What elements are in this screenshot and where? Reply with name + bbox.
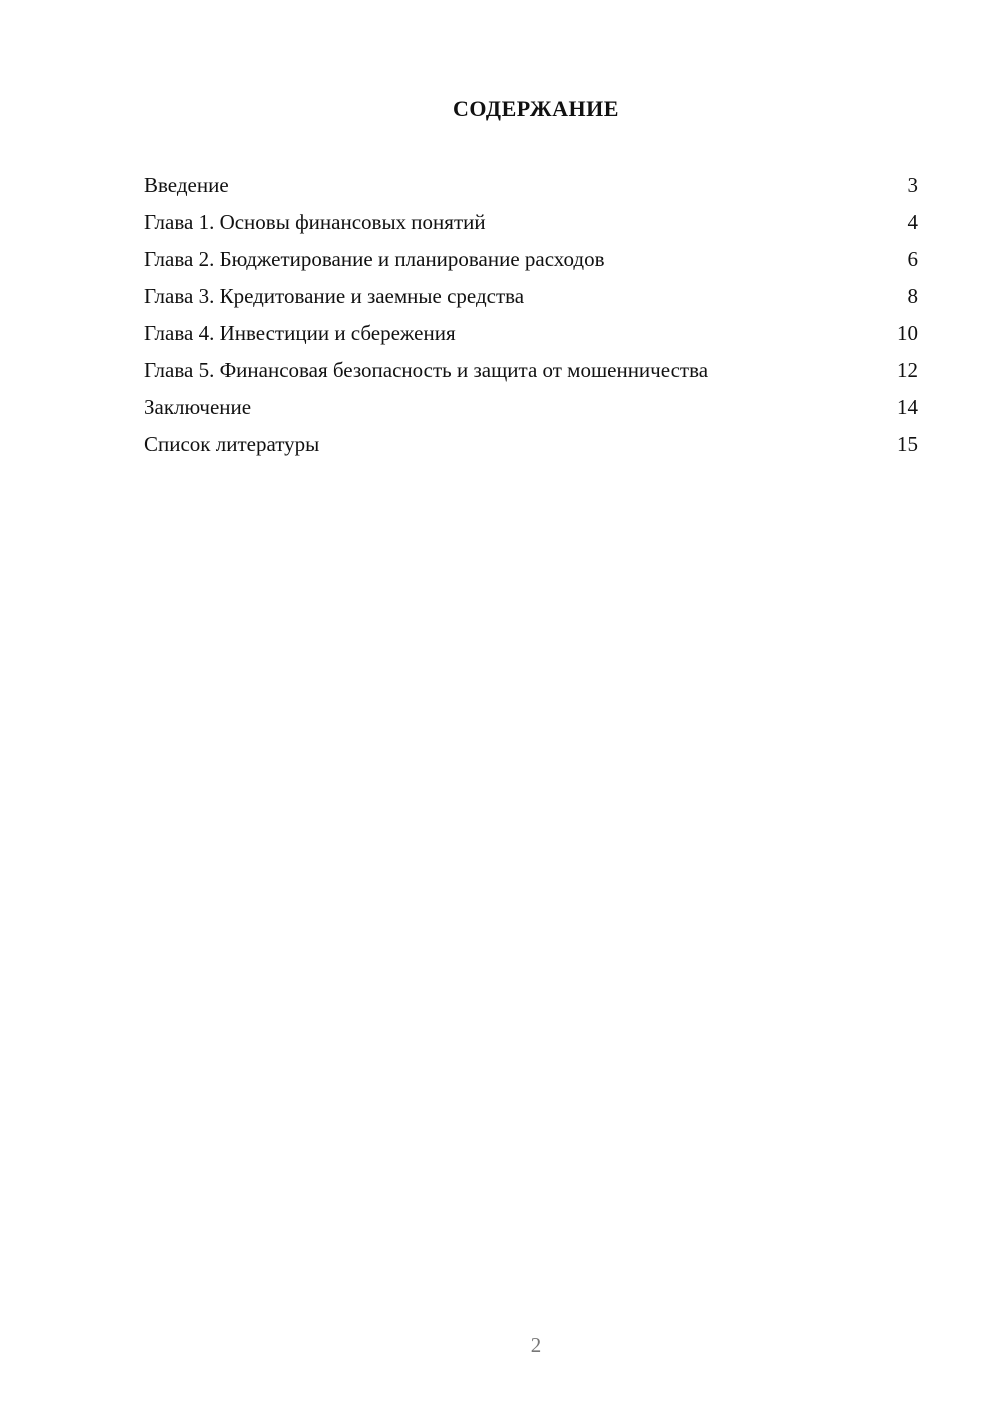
toc-item-chapter-1 bbox=[144, 204, 918, 241]
toc-item-label: Список литературы bbox=[144, 432, 320, 456]
toc-item-page: 6 bbox=[907, 247, 918, 271]
toc-item-page: 8 bbox=[907, 284, 918, 308]
toc-item-page: 15 bbox=[897, 432, 918, 456]
toc-item-label: Введение bbox=[144, 173, 229, 197]
toc-item-page: 12 bbox=[897, 358, 918, 382]
toc-item-label: Глава 5. Финансовая безопасность и защита от мошенничества bbox=[144, 358, 709, 382]
toc-item-introduction bbox=[144, 167, 918, 204]
page-title: СОДЕРЖАНИЕ bbox=[453, 96, 619, 121]
toc-item-conclusion bbox=[144, 389, 918, 426]
toc-item-label: Глава 3. Кредитование и заемные средства bbox=[144, 284, 525, 308]
toc-item-page: 10 bbox=[897, 321, 918, 345]
toc-item-references bbox=[144, 426, 918, 463]
toc-item-label: Глава 2. Бюджетирование и планирование расходов bbox=[144, 247, 605, 271]
toc-item-label: Глава 4. Инвестиции и сбережения bbox=[144, 321, 456, 345]
toc-item-page: 4 bbox=[907, 210, 918, 234]
toc-item-chapter-5 bbox=[144, 352, 918, 389]
toc-item-chapter-2 bbox=[144, 241, 918, 278]
toc-item-label: Заключение bbox=[144, 395, 252, 419]
toc-item-chapter-4 bbox=[144, 315, 918, 352]
toc-item-page: 3 bbox=[907, 173, 918, 197]
table-of-contents bbox=[144, 167, 918, 463]
toc-item-page: 14 bbox=[897, 395, 918, 419]
page-number: 2 bbox=[530, 1333, 542, 1357]
toc-item-label: Глава 1. Основы финансовых понятий bbox=[144, 210, 486, 234]
toc-item-chapter-3 bbox=[144, 278, 918, 315]
